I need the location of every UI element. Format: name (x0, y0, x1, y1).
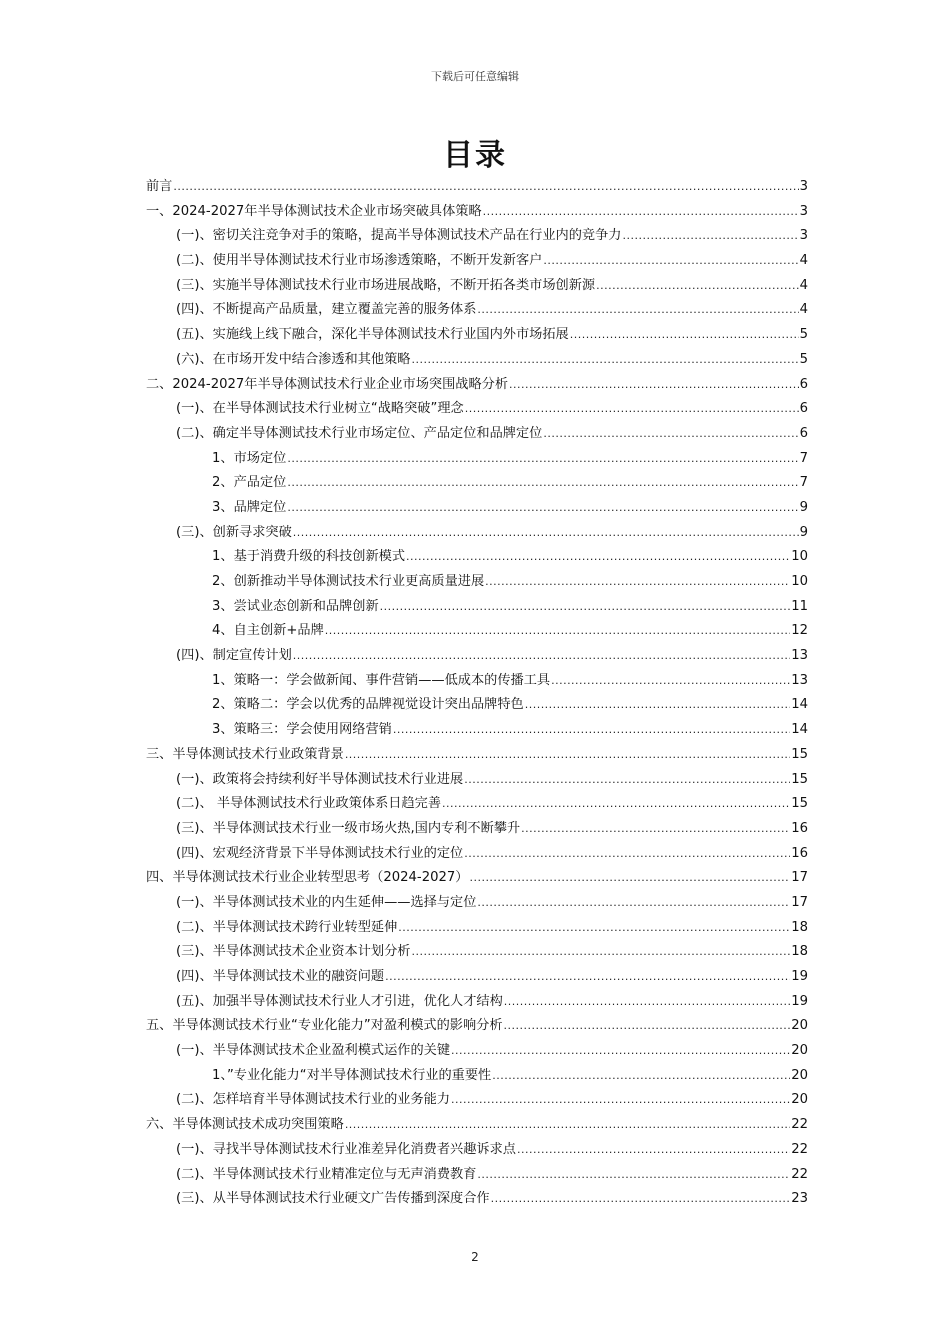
dot-leader (345, 1113, 790, 1138)
toc-entry-page: 9 (799, 524, 808, 540)
toc-entry[interactable] (146, 348, 808, 373)
toc-entry[interactable] (146, 274, 808, 299)
toc-entry-page: 16 (791, 820, 808, 836)
toc-entry-label: (二)、半导体测试技术行业精准定位与无声消费教育 (176, 1166, 477, 1182)
toc-entry[interactable] (146, 1138, 808, 1163)
toc-entry-label: 2、产品定位 (212, 475, 287, 491)
dot-leader (442, 792, 790, 817)
dot-leader (543, 249, 798, 274)
dot-leader (521, 817, 790, 842)
dot-leader (451, 1039, 790, 1064)
header-note: 下载后可任意编辑 (431, 70, 519, 83)
toc-entry-label: 1、”专业化能力“对半导体测试技术行业的重要性 (212, 1067, 492, 1083)
toc-entry-page: 3 (799, 228, 808, 244)
toc-entry-label: (二)、怎样培育半导体测试技术行业的业务能力 (176, 1092, 451, 1108)
dot-leader (287, 447, 798, 472)
toc-entry[interactable] (146, 1113, 808, 1138)
dot-leader (393, 718, 790, 743)
toc-entry[interactable] (146, 447, 808, 472)
toc-entry-label: (一)、密切关注竞争对手的策略，提高半导体测试技术产品在行业内的竞争力 (176, 228, 622, 244)
toc-entry[interactable] (146, 1014, 808, 1039)
toc-entry[interactable] (146, 595, 808, 620)
toc-entry-label: (四)、制定宣传计划 (176, 648, 292, 664)
toc-entry[interactable] (146, 965, 808, 990)
toc-entry-page: 6 (799, 376, 808, 392)
toc-entry-label: 4、自主创新+品牌 (212, 623, 324, 639)
toc-entry-page: 20 (791, 1092, 808, 1108)
dot-leader (451, 1088, 790, 1113)
dot-leader (173, 175, 798, 200)
toc-entry[interactable] (146, 373, 808, 398)
dot-leader (491, 1187, 791, 1212)
dot-leader (380, 595, 791, 620)
toc-entry-label: 1、基于消费升级的科技创新模式 (212, 549, 406, 565)
toc-entry[interactable] (146, 817, 808, 842)
page-number: 2 (471, 1250, 479, 1264)
toc-entry-label: (一)、半导体测试技术企业盈利模式运作的关键 (176, 1043, 451, 1059)
toc-entry-page: 11 (791, 598, 808, 614)
dot-leader (293, 644, 790, 669)
dot-leader (504, 1014, 791, 1039)
dot-leader (406, 545, 790, 570)
toc-entry-label: 六、半导体测试技术成功突围策略 (146, 1117, 344, 1133)
toc-entry[interactable] (146, 990, 808, 1015)
toc-entry-label: (二)、确定半导体测试技术行业市场定位、产品定位和品牌定位 (176, 425, 543, 441)
toc-entry-page: 3 (799, 203, 808, 219)
toc-entry-label: (四)、宏观经济背景下半导体测试技术行业的定位 (176, 845, 464, 861)
toc-entry-label: (三)、创新寻求突破 (176, 524, 292, 540)
toc-entry-label: (四)、半导体测试技术业的融资问题 (176, 969, 385, 984)
dot-leader (492, 1064, 790, 1089)
dot-leader (287, 496, 798, 521)
toc-entry-page: 23 (791, 1191, 808, 1207)
dot-leader (477, 1163, 790, 1188)
toc-entry-page: 7 (799, 475, 808, 491)
toc-entry[interactable] (146, 249, 808, 274)
dot-leader (485, 570, 790, 595)
toc-entry[interactable] (146, 842, 808, 867)
toc-entry[interactable] (146, 1163, 808, 1188)
toc-entry-label: (二)、使用半导体测试技术行业市场渗透策略，不断开发新客户 (176, 253, 543, 269)
toc-entry-label: (三)、从半导体测试技术行业硬文广告传播到深度合作 (176, 1191, 490, 1207)
toc-entry[interactable] (146, 224, 808, 249)
toc-entry[interactable] (146, 545, 808, 570)
toc-entry-label: 2、策略二：学会以优秀的品牌视觉设计突出品牌特色 (212, 697, 524, 713)
dot-leader (543, 422, 798, 447)
toc-entry-page: 6 (799, 425, 808, 441)
toc-entry-page: 4 (799, 277, 808, 293)
dot-leader (483, 200, 799, 225)
dot-leader (517, 1138, 790, 1163)
dot-leader (551, 669, 790, 694)
toc-entry[interactable] (146, 422, 808, 447)
dot-leader (477, 298, 798, 323)
toc-entry-page: 14 (791, 722, 808, 738)
toc-entry-page: 10 (791, 574, 808, 589)
dot-leader (398, 916, 790, 941)
toc-entry[interactable] (146, 693, 808, 718)
toc-entry-page: 7 (799, 450, 808, 466)
toc-entry-page: 6 (799, 401, 808, 417)
dot-leader (596, 274, 799, 299)
toc-entry-label: (五)、加强半导体测试技术行业人才引进，优化人才结构 (176, 993, 503, 1009)
dot-leader (525, 693, 791, 718)
toc-entry-label: 前言 (146, 179, 173, 194)
toc-entry-page: 5 (799, 351, 808, 367)
dot-leader (509, 373, 799, 398)
toc-entry[interactable] (146, 323, 808, 348)
toc-entry[interactable] (146, 496, 808, 521)
toc-entry-page: 5 (799, 327, 808, 343)
toc-entry-label: (一)、政策将会持续利好半导体测试技术行业进展 (176, 771, 464, 787)
toc-entry-label: 1、策略一：学会做新闻、事件营销——低成本的传播工具 (212, 672, 551, 688)
toc-entry[interactable] (146, 1187, 808, 1212)
toc-entry[interactable] (146, 916, 808, 941)
toc-entry-label: 五、半导体测试技术行业“专业化能力”对盈利模式的影响分析 (146, 1018, 503, 1034)
toc-entry[interactable] (146, 1039, 808, 1064)
toc-entry-label: 二、2024-2027年半导体测试技术行业企业市场突围战略分析 (146, 376, 509, 392)
toc-entry-page: 22 (791, 1141, 808, 1157)
toc-entry-label: 3、尝试业态创新和品牌创新 (212, 598, 379, 614)
toc-entry-page: 19 (791, 993, 808, 1009)
toc-entry-page: 3 (799, 179, 808, 194)
toc-entry-label: 1、市场定位 (212, 450, 287, 466)
toc-entry[interactable] (146, 200, 808, 225)
toc-entry-label: 一、2024-2027年半导体测试技术企业市场突破具体策略 (146, 203, 482, 219)
toc-entry-page: 19 (791, 969, 808, 984)
toc-entry-page: 4 (799, 253, 808, 269)
toc-entry-page: 15 (791, 796, 808, 812)
toc-entry[interactable] (146, 891, 808, 916)
toc-entry-page: 12 (791, 623, 808, 639)
toc-entry-page: 17 (791, 894, 808, 910)
toc-entry-label: 2、创新推动半导体测试技术行业更高质量进展 (212, 574, 485, 589)
toc-entry-page: 9 (799, 499, 808, 515)
table-of-contents (146, 175, 808, 1212)
toc-entry-label: 三、半导体测试技术行业政策背景 (146, 746, 344, 762)
toc-entry-label: (六)、在市场开发中结合渗透和其他策略 (176, 351, 411, 367)
toc-entry-label: (三)、实施半导体测试技术行业市场进展战略，不断开拓各类市场创新源 (176, 277, 596, 293)
dot-leader (411, 940, 790, 965)
toc-entry-page: 22 (791, 1166, 808, 1182)
toc-title: 目录 (443, 138, 507, 173)
toc-entry-page: 13 (791, 672, 808, 688)
dot-leader (504, 990, 790, 1015)
toc-entry-page: 4 (799, 302, 808, 318)
toc-entry-label: (五)、实施线上线下融合，深化半导体测试技术行业国内外市场拓展 (176, 327, 569, 343)
toc-entry[interactable] (146, 866, 808, 891)
toc-entry-page: 13 (791, 648, 808, 664)
toc-entry[interactable] (146, 471, 808, 496)
toc-entry[interactable] (146, 1064, 808, 1089)
toc-entry-label: (一)、寻找半导体测试技术行业准差异化消费者兴趣诉求点 (176, 1141, 516, 1157)
toc-entry-label: (一)、在半导体测试技术行业树立“战略突破”理念 (176, 401, 464, 417)
toc-entry[interactable] (146, 768, 808, 793)
toc-entry[interactable] (146, 397, 808, 422)
dot-leader (325, 619, 790, 644)
toc-entry-label: 四、半导体测试技术行业企业转型思考（2024-2027） (146, 870, 469, 886)
toc-entry[interactable] (146, 743, 808, 768)
dot-leader (465, 397, 799, 422)
toc-entry-label: (二)、 半导体测试技术行业政策体系日趋完善 (176, 796, 442, 812)
toc-entry-page: 15 (791, 746, 808, 762)
toc-entry[interactable] (146, 298, 808, 323)
toc-entry[interactable] (146, 940, 808, 965)
dot-leader (464, 842, 790, 867)
dot-leader (622, 224, 798, 249)
toc-entry-page: 18 (791, 944, 808, 960)
toc-entry[interactable] (146, 175, 808, 200)
toc-entry-label: (四)、不断提高产品质量，建立覆盖完善的服务体系 (176, 302, 477, 318)
toc-entry-page: 14 (791, 697, 808, 713)
toc-entry-label: 3、品牌定位 (212, 499, 287, 515)
dot-leader (464, 768, 790, 793)
dot-leader (287, 471, 798, 496)
toc-entry[interactable] (146, 521, 808, 546)
dot-leader (570, 323, 799, 348)
dot-leader (345, 743, 790, 768)
toc-entry-label: 3、策略三：学会使用网络营销 (212, 722, 392, 738)
toc-entry-label: (三)、半导体测试技术企业资本计划分析 (176, 944, 411, 960)
toc-entry-page: 15 (791, 771, 808, 787)
dot-leader (293, 521, 799, 546)
toc-entry-label: (一)、半导体测试技术业的内生延伸——选择与定位 (176, 894, 477, 910)
toc-entry-page: 20 (791, 1018, 808, 1034)
toc-entry[interactable] (146, 1088, 808, 1113)
dot-leader (469, 866, 790, 891)
toc-entry-page: 17 (791, 870, 808, 886)
dot-leader (411, 348, 798, 373)
toc-entry-label: (二)、半导体测试技术跨行业转型延伸 (176, 919, 398, 935)
dot-leader (477, 891, 790, 916)
toc-entry-label: (三)、半导体测试技术行业一级市场火热,国内专利不断攀升 (176, 820, 521, 836)
toc-entry[interactable] (146, 644, 808, 669)
toc-entry[interactable] (146, 570, 808, 595)
toc-entry-page: 22 (791, 1117, 808, 1133)
toc-entry[interactable] (146, 718, 808, 743)
toc-entry-page: 16 (791, 845, 808, 861)
toc-entry-page: 18 (791, 919, 808, 935)
toc-entry-page: 20 (791, 1067, 808, 1083)
dot-leader (385, 965, 790, 990)
toc-entry-page: 20 (791, 1043, 808, 1059)
toc-entry-page: 10 (791, 549, 808, 565)
toc-entry[interactable] (146, 619, 808, 644)
toc-entry[interactable] (146, 792, 808, 817)
toc-entry[interactable] (146, 669, 808, 694)
